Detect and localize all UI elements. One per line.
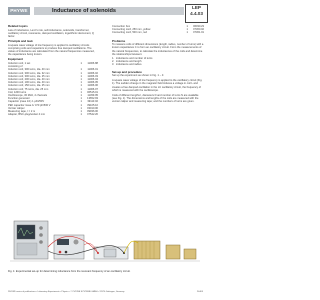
- equipment-quantity: 1: [80, 61, 82, 65]
- equipment-name: Capacitor (case 1/1) 1 µF/250V: [8, 100, 45, 104]
- equipment-quantity: 1: [80, 90, 82, 94]
- experiment-setup-figure: [8, 211, 202, 268]
- equipment-order-number: 11006.07: [87, 87, 98, 91]
- equipment-order-number: 09936.00: [87, 109, 98, 113]
- problems-list: [112, 57, 204, 67]
- footer-text: PHYWE series of publications • Laboratory Experiments • Physics • © PHYWE SYSTEME GMBH • 37070 Göttingen, Germany: [8, 291, 125, 293]
- equipment-row: [112, 31, 204, 34]
- equipment-order-number: 06030.23: [193, 25, 204, 28]
- equipment-name: Coil, 1200 turns: [8, 90, 27, 94]
- connection-box-drawing: [94, 247, 128, 259]
- equipment-order-number: 11006.03: [87, 74, 98, 78]
- equipment-name: Measuring tape, l = 2 m: [8, 109, 36, 113]
- equipment-quantity: 1: [186, 28, 188, 32]
- equipment-name: Induction coil, 300 turns, dia. 25 mm: [8, 74, 50, 78]
- equipment-order-number: 06515.01: [87, 90, 98, 94]
- related-topics-text: Law of inductance, Lenz's rule, self-inductance, solenoids, transformer, oscillatory circuit, resonance, damped oscillation, logarithmic decrement, Q factor.: [8, 28, 94, 38]
- equipment-name: Adapter, BNC-plug/socket 4 mm: [8, 113, 46, 117]
- equipment-name: Oscilloscope, 30 MHz, 2 channels: [8, 93, 48, 97]
- left-column: [8, 25, 98, 116]
- equipment-quantity: 1: [80, 84, 82, 88]
- equipment-name: Induction coil, 300 turns, dia. 32 mm: [8, 71, 50, 75]
- equipment-list: [8, 62, 98, 116]
- setup-paragraph: A square wave voltage of low frequency is applied to the oscillatory circuit (Fig. 1). The sudden change in the magnetic field induces a voltage in coil L and creates a free damped oscillation in the LC oscillatory circuit, the frequency of which is measured with the oscilloscope.: [112, 79, 203, 92]
- equipment-order-number: 07542.20: [87, 113, 98, 117]
- equipment-order-number: 11006.88: [87, 61, 98, 65]
- equipment-name: Induction coil, 300 turns, dia. 40 mm: [8, 68, 50, 72]
- problems-heading: Problems: [112, 38, 126, 43]
- equipment-name: Induction coil, 75 turns, dia. 25 mm: [8, 87, 49, 91]
- equipment-quantity: 1: [80, 113, 82, 117]
- equipment-order-number: 13652.93: [87, 97, 98, 101]
- equipment-name: Induction coil, 1 set: [8, 61, 31, 65]
- setup-paragraphs: [112, 74, 204, 104]
- equipment-order-number: 07360.02: [193, 28, 204, 32]
- setup-heading: Set-up and procedure: [112, 69, 142, 74]
- equipment-quantity: 1: [186, 31, 188, 35]
- oscilloscope-drawing: [14, 221, 48, 259]
- footer-page-number: 24403: [196, 291, 203, 293]
- equipment-order-number: 39105.10: [87, 103, 98, 107]
- equipment-name: Induction coil, 200 turns, dia. 40 mm: [8, 77, 50, 81]
- equipment-quantity: 1: [80, 74, 82, 78]
- equipment-name: Induction coil, 150 turns, dia. 25 mm: [8, 84, 50, 88]
- phywe-logo: PHYWE: [8, 7, 30, 15]
- principle-heading: Principle and task: [8, 39, 33, 44]
- figure-caption: Fig. 1: Experimental set-up for determining inductance from the resonant frequency of an oscillatory circuit.: [8, 270, 131, 273]
- equipment-quantity: 1: [80, 97, 82, 101]
- equipment-name: Connecting cord, 250 mm, yellow: [112, 28, 151, 32]
- problem-number: 1.: [112, 56, 115, 60]
- equipment-quantity: 1: [80, 109, 82, 113]
- equipment-name: PEK capacitor /case 1/ 470 pF/500 V: [8, 103, 51, 107]
- right-equipment-list: [112, 25, 204, 35]
- equipment-quantity: 1: [80, 87, 82, 91]
- equipment-quantity: 1: [186, 25, 188, 28]
- setup-paragraph: Coils of different lengths l, diameters D and number of turns N are available (see Fig. 1). The dimensions and lengths of the coils are measured with the vernier caliper and measuring tape; and the numbers of turns are given.: [112, 94, 199, 104]
- equipment-name: Connection box: [112, 25, 131, 28]
- problem-item: [112, 63, 204, 66]
- equipment-heading: Equipment: [8, 57, 23, 62]
- equipment-quantity: 1: [80, 93, 82, 97]
- equipment-quantity: 1: [80, 71, 82, 75]
- equipment-quantity: 1: [80, 106, 82, 110]
- equipment-order-number: 11006.04: [87, 77, 98, 81]
- equipment-name: Connecting cord, 500 mm, red: [112, 31, 147, 35]
- equipment-order-number: 11006.05: [87, 81, 98, 85]
- equipment-order-number: 11006.06: [87, 84, 98, 88]
- equipment-row: [8, 113, 98, 116]
- problem-text: inductance and number of turns: [116, 56, 153, 60]
- equipment-quantity: 1: [80, 68, 82, 72]
- problems-intro: To measure coils of different dimensions (length, radius, number of turns) with a known capacitance C to form an oscillatory circuit. From the measurements of the natural frequencies, to calculate the inductances of the coils and determine the relationships between:: [112, 43, 204, 56]
- problem-number: 3.: [112, 63, 115, 67]
- equipment-quantity: 1: [80, 77, 82, 81]
- equipment-name: consisting of: [8, 65, 23, 69]
- setup-paragraph: Set up the experiment as shown in Fig. 1 – 3.: [112, 74, 165, 78]
- equipment-name: Vernier caliper: [8, 106, 25, 110]
- equipment-quantity: 1: [80, 100, 82, 104]
- right-column: [112, 25, 204, 106]
- page-title: Inductance of solenoids: [52, 7, 117, 14]
- problem-text: inductance and length: [116, 60, 142, 64]
- principle-text: A square wave voltage of low frequency is applied to oscillatory circuits comprising coils and capacitors to produce free damped oscillations. The values of inductance are calculated from the natural frequencies measured, the capacitance being known.: [8, 43, 95, 57]
- equipment-order-number: 11459.95: [87, 93, 98, 97]
- equipment-order-number: 03010.00: [87, 106, 98, 110]
- equipment-name: Function generator: [8, 97, 30, 101]
- code-line-lep: LEP: [192, 5, 201, 10]
- equipment-order-number: 39113.02: [87, 100, 98, 104]
- experiment-code-box: [185, 4, 208, 23]
- equipment-order-number: 07361.01: [193, 31, 204, 35]
- equipment-order-number: 11006.01: [87, 68, 98, 72]
- equipment-name: Induction coil, 100 turns, dia. 40 mm: [8, 81, 50, 85]
- equipment-order-number: 11006.02: [87, 71, 98, 75]
- related-topics-heading: Related topics: [8, 24, 28, 28]
- code-line-number: 4.4.03: [190, 11, 203, 16]
- problem-text: inductance and radius.: [116, 63, 143, 67]
- equipment-quantity: 1: [80, 103, 82, 107]
- equipment-quantity: 1: [80, 81, 82, 85]
- problem-number: 2.: [112, 60, 115, 64]
